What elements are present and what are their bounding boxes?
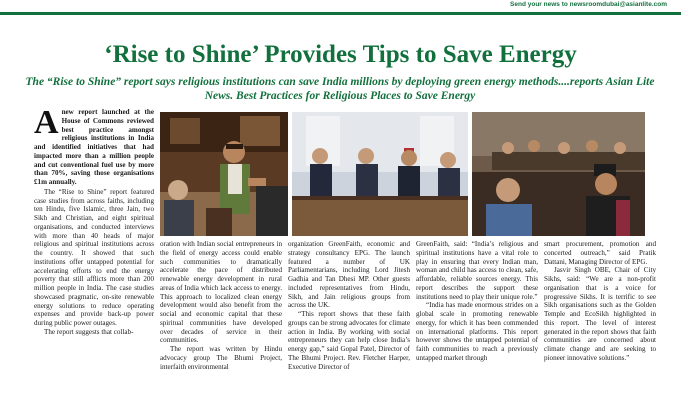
body-paragraph: The “Rise to Shine” report featured case studies from across faiths, including ten Hindu, five Islamic, three Jain, two Sikh and Christian, and eight spiritual organisations, and conducted interviews with more than 40 heads of major religious and spiritual institutions across the country. It showed that such institutions offer untapped potential for accelerating efforts to end the energy poverty that still afflicts more than 200 million people in India. The case studies showcased pragmatic, on-site renewable energy solutions to reduce operating expenses and provide back-up power during public power outages.	[34, 187, 154, 327]
news-submission-email: Send your news to newsroomdubai@asianlite.com	[510, 1, 667, 8]
photo-strip	[160, 112, 645, 236]
body-paragraph: The report was written by Hindu advocacy group The Bhumi Project, interfaith environmental	[160, 345, 282, 371]
photo-audience	[472, 112, 645, 236]
body-paragraph: oration with Indian social entrepreneurs in the field of energy access could enable such communities to dramatically accelerate the pace of distributed renewable energy development in rural areas of India which lack access to energy. This approach to localized clean energy development would also benefit from the social and economic capital that these spiritual communities have developed over decades of service in their communities.	[160, 240, 282, 345]
body-paragraph: smart procurement, promotion and concerted outreach,” said Pratik Dattani, Managing Director of EPG.	[544, 240, 656, 266]
drop-cap: A	[34, 104, 59, 141]
body-paragraph: GreenFaith, said: “India’s religious and spiritual institutions have a vital role to play in ensuring that every Indian man, woman and child has access to clean, safe, affordable, reliable sources energy. This report describes the support these institutions need to play their unique role.”	[416, 240, 538, 301]
body-paragraph: “This report shows that these faith groups can be strong advocates for climate action in India. By working with social entrepreneurs they can help close India’s energy gap,” said Gopal Patel, Director of The Bhumi Project. Rev. Fletcher Harper, Executive Director of	[288, 310, 410, 371]
body-paragraph: “India has made enormous strides on a global scale in promoting renewable energy, for which it has been commended on international platforms. This report however shows the untapped potential of faith communities to reach a previously untapped market through	[416, 301, 538, 362]
article-column-4	[416, 240, 538, 363]
article-column-2	[160, 240, 282, 371]
article-standfirst: The “Rise to Shine” report says religious institutions can save India millions by deploying green energy methods....reports Asian Lite News. Best Practices for Religious Places to Save Energy	[25, 76, 655, 102]
lead-paragraph: new report launched at the House of Commons reviewed best practice amongst religious institutions in India and identified initiatives that had impacted more than a million people and cut conventional fuel use by more than 70%, saving those organisations £1m annually.	[34, 108, 154, 186]
masthead-bar	[0, 0, 681, 14]
body-paragraph: The report suggests that collab-	[44, 327, 134, 336]
photo-speaker-at-podium	[160, 112, 288, 236]
article-column-3	[288, 240, 410, 371]
article-headline: ‘Rise to Shine’ Provides Tips to Save Energy	[104, 41, 577, 68]
photo-panel-discussion	[292, 112, 468, 236]
body-paragraph: organization GreenFaith, economic and strategy consultancy EPG. The launch featured a number of UK Parliamentarians, including Lord Jitesh Gadhia and Tan Dhesi MP. Other guests included representatives from Hindu, Sikh, and Jain religious groups from across the UK.	[288, 240, 410, 310]
masthead-rule	[0, 12, 681, 15]
article-column-1	[34, 104, 154, 337]
article-column-5	[544, 240, 656, 363]
body-paragraph: Jasvir Singh OBE, Chair of City Sikhs, said: “We are a non-profit organisation that is a voice for progressive Sikhs. It is terrific to see Sikh organisations such as the Golden Temple and EcoSikh highlighted in this report. The level of interest generated in the report shows that faith communities are concerned about climate change and are seeking to pioneer innovative solutions.”	[544, 266, 656, 362]
